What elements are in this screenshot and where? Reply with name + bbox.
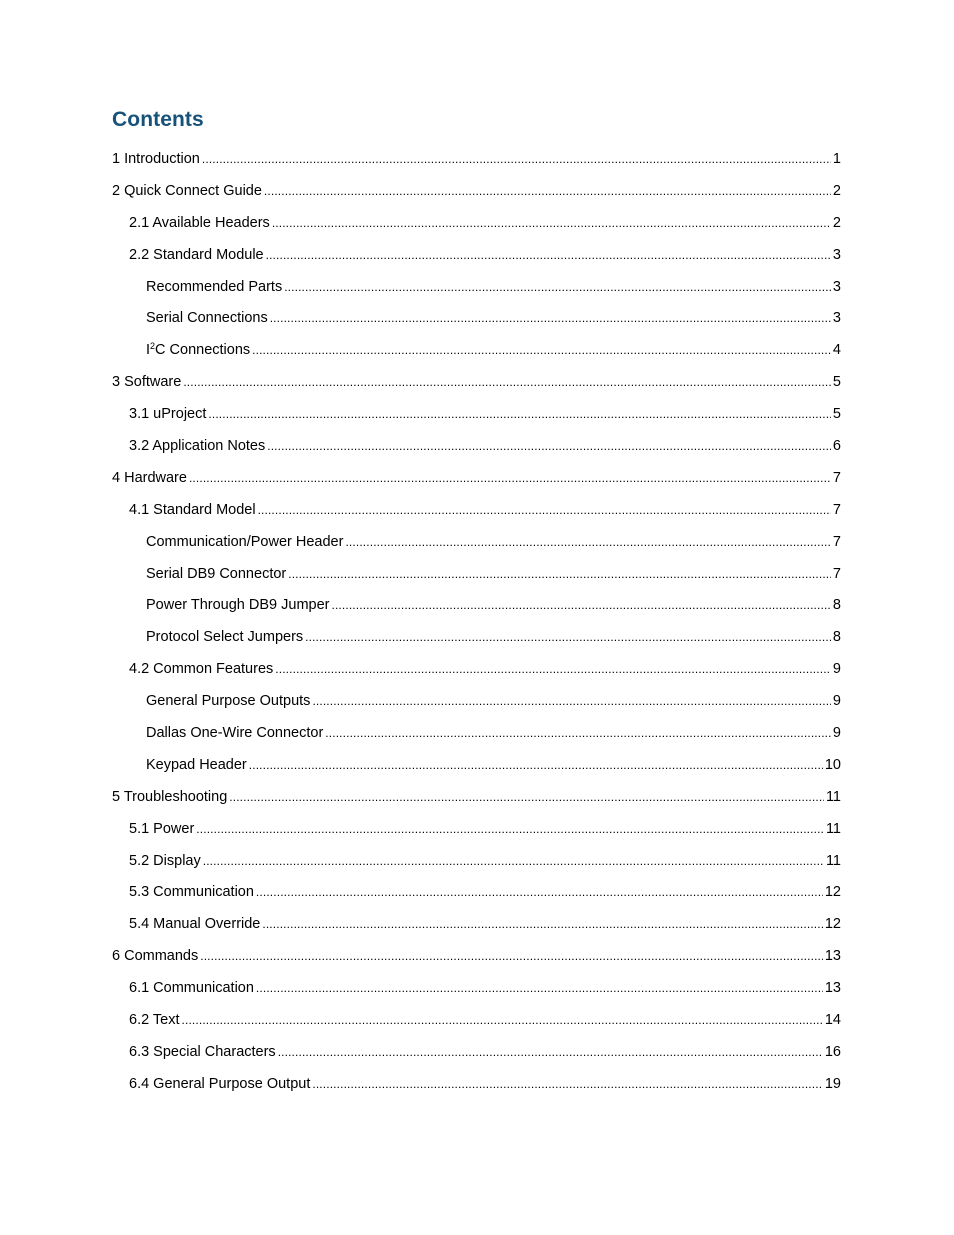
toc-entry-label: Keypad Header: [146, 756, 247, 773]
toc-entry-label: 5.2 Display: [129, 852, 201, 869]
toc-entry[interactable]: [112, 151, 841, 183]
toc-dot-leader: [312, 694, 830, 708]
toc-page-number: 19: [824, 1075, 841, 1092]
toc-entry-label: 6.2 Text: [129, 1012, 180, 1029]
toc-dot-leader: [325, 726, 831, 740]
toc-entry-label: 3.1 uProject: [129, 406, 207, 423]
toc-entry[interactable]: [112, 789, 841, 821]
toc-entry-label: 6.1 Communication: [129, 980, 254, 997]
toc-dot-leader: [208, 407, 831, 421]
toc-page-number: 7: [832, 533, 841, 550]
toc-dot-leader: [249, 758, 823, 772]
toc-page-number: 4: [832, 342, 841, 359]
toc-entry-label: 2.2 Standard Module: [129, 246, 264, 263]
toc-entry[interactable]: [112, 1044, 841, 1076]
toc-entry[interactable]: [112, 884, 841, 916]
toc-entry[interactable]: [112, 853, 841, 885]
toc-page-number: 13: [824, 980, 841, 997]
toc-dot-leader: [266, 248, 831, 262]
toc-entry-label: 5 Troubleshooting: [112, 788, 228, 805]
toc-dot-leader: [312, 1077, 822, 1091]
toc-dot-leader: [345, 535, 830, 549]
toc-entry[interactable]: [112, 502, 841, 534]
toc-dot-leader: [203, 854, 824, 868]
toc-dot-leader: [252, 343, 831, 357]
toc-dot-leader: [332, 598, 831, 612]
toc-entry[interactable]: [112, 534, 841, 566]
toc-page-number: 6: [832, 438, 841, 455]
toc-entry-label: Power Through DB9 Jumper: [146, 597, 330, 614]
toc-entry-label: Dallas One-Wire Connector: [146, 725, 324, 742]
toc-entry[interactable]: [112, 1012, 841, 1044]
toc-entry-label: 4.1 Standard Model: [129, 501, 256, 518]
toc-dot-leader: [258, 503, 831, 517]
toc-entry[interactable]: [112, 215, 841, 247]
toc-entry[interactable]: [112, 629, 841, 661]
toc-dot-leader: [182, 1013, 823, 1027]
toc-page-number: 7: [832, 501, 841, 518]
toc-entry[interactable]: [112, 247, 841, 279]
toc-dot-leader: [267, 439, 831, 453]
toc-entry[interactable]: [112, 916, 841, 948]
toc-entry-label: 4.2 Common Features: [129, 661, 274, 678]
toc-page-number: 12: [824, 884, 841, 901]
toc-entry[interactable]: [112, 725, 841, 757]
toc-page-number: 13: [824, 948, 841, 965]
toc-entry[interactable]: [112, 597, 841, 629]
toc-page-number: 12: [824, 916, 841, 933]
toc-entry-label: 5.4 Manual Override: [129, 916, 261, 933]
toc-entry-label: 3.2 Application Notes: [129, 438, 266, 455]
toc-page-number: 5: [832, 374, 841, 391]
toc-page-number: 11: [825, 852, 841, 869]
toc-page-number: 8: [832, 597, 841, 614]
toc-entry-label-prefix: I: [146, 342, 151, 359]
toc-dot-leader: [284, 280, 831, 294]
toc-dot-leader: [278, 1045, 823, 1059]
toc-page-number: 3: [832, 310, 841, 327]
toc-entry[interactable]: [112, 821, 841, 853]
toc-entry-label: Protocol Select Jumpers: [146, 629, 304, 646]
toc-entry-label: Communication/Power Header: [146, 533, 344, 550]
toc-dot-leader: [272, 216, 831, 230]
toc-dot-leader: [305, 630, 831, 644]
toc-page-number: 14: [824, 1012, 841, 1029]
toc-dot-leader: [256, 981, 823, 995]
toc-dot-leader: [262, 917, 822, 931]
toc-page-number: 10: [824, 756, 841, 773]
toc-entry[interactable]: [112, 693, 841, 725]
toc-entry[interactable]: [112, 406, 841, 438]
toc-entry[interactable]: [112, 661, 841, 693]
toc-entry[interactable]: [112, 980, 841, 1012]
toc-entry[interactable]: [112, 566, 841, 598]
toc-page-number: 8: [832, 629, 841, 646]
toc-dot-leader: [196, 822, 824, 836]
toc-page-number: 2: [832, 182, 841, 199]
toc-page-number: 7: [832, 565, 841, 582]
toc-page-number: 7: [832, 469, 841, 486]
toc-entry-label: General Purpose Outputs: [146, 693, 311, 710]
toc-entry-label: [146, 342, 252, 358]
toc-dot-leader: [200, 949, 823, 963]
toc-dot-leader: [183, 375, 831, 389]
toc-entry-label: 6.4 General Purpose Output: [129, 1075, 311, 1092]
superscript-two: 2: [150, 341, 156, 352]
toc-page-number: 3: [832, 246, 841, 263]
toc-page-number: 3: [832, 278, 841, 295]
toc-page-number: 16: [824, 1043, 841, 1060]
toc-entry-label: Serial DB9 Connector: [146, 565, 287, 582]
toc-dot-leader: [275, 662, 831, 676]
toc-page-number: 11: [825, 788, 841, 805]
toc-dot-leader: [189, 471, 831, 485]
toc-entry-label: 5.1 Power: [129, 820, 195, 837]
toc-page-number: 9: [832, 693, 841, 710]
table-of-contents: [112, 151, 841, 1108]
toc-entry[interactable]: [112, 310, 841, 342]
toc-title: Contents: [112, 108, 204, 131]
toc-entry-label-suffix: C Connections: [155, 342, 251, 359]
toc-dot-leader: [270, 311, 831, 325]
toc-page-number: 1: [832, 151, 841, 167]
toc-page-number: 11: [825, 820, 841, 837]
toc-entry-label: 6.3 Special Characters: [129, 1043, 276, 1060]
toc-entry-label: 5.3 Communication: [129, 884, 254, 901]
toc-dot-leader: [202, 152, 831, 166]
toc-entry-label: Recommended Parts: [146, 278, 283, 295]
toc-dot-leader: [229, 790, 824, 804]
toc-entry[interactable]: [112, 1076, 841, 1108]
toc-entry[interactable]: [112, 438, 841, 470]
toc-entry-label: 6 Commands: [112, 948, 199, 965]
toc-entry[interactable]: [112, 374, 841, 406]
toc-dot-leader: [256, 885, 823, 899]
toc-dot-leader: [288, 567, 831, 581]
toc-entry[interactable]: [112, 183, 841, 215]
toc-page-number: 2: [832, 214, 841, 231]
toc-page-number: 9: [832, 661, 841, 678]
toc-entry[interactable]: [112, 342, 841, 374]
toc-entry-label: 1 Introduction: [112, 151, 200, 167]
toc-page-number: 9: [832, 725, 841, 742]
toc-entry-label: Serial Connections: [146, 310, 268, 327]
toc-entry[interactable]: [112, 470, 841, 502]
toc-dot-leader: [264, 184, 831, 198]
toc-entry-label: 2 Quick Connect Guide: [112, 182, 262, 199]
toc-entry[interactable]: [112, 757, 841, 789]
toc-entry[interactable]: [112, 948, 841, 980]
toc-entry-label: 4 Hardware: [112, 469, 187, 486]
toc-entry-label: 2.1 Available Headers: [129, 214, 270, 231]
toc-entry[interactable]: [112, 279, 841, 311]
toc-entry-label: 3 Software: [112, 374, 182, 391]
toc-page-number: 5: [832, 406, 841, 423]
